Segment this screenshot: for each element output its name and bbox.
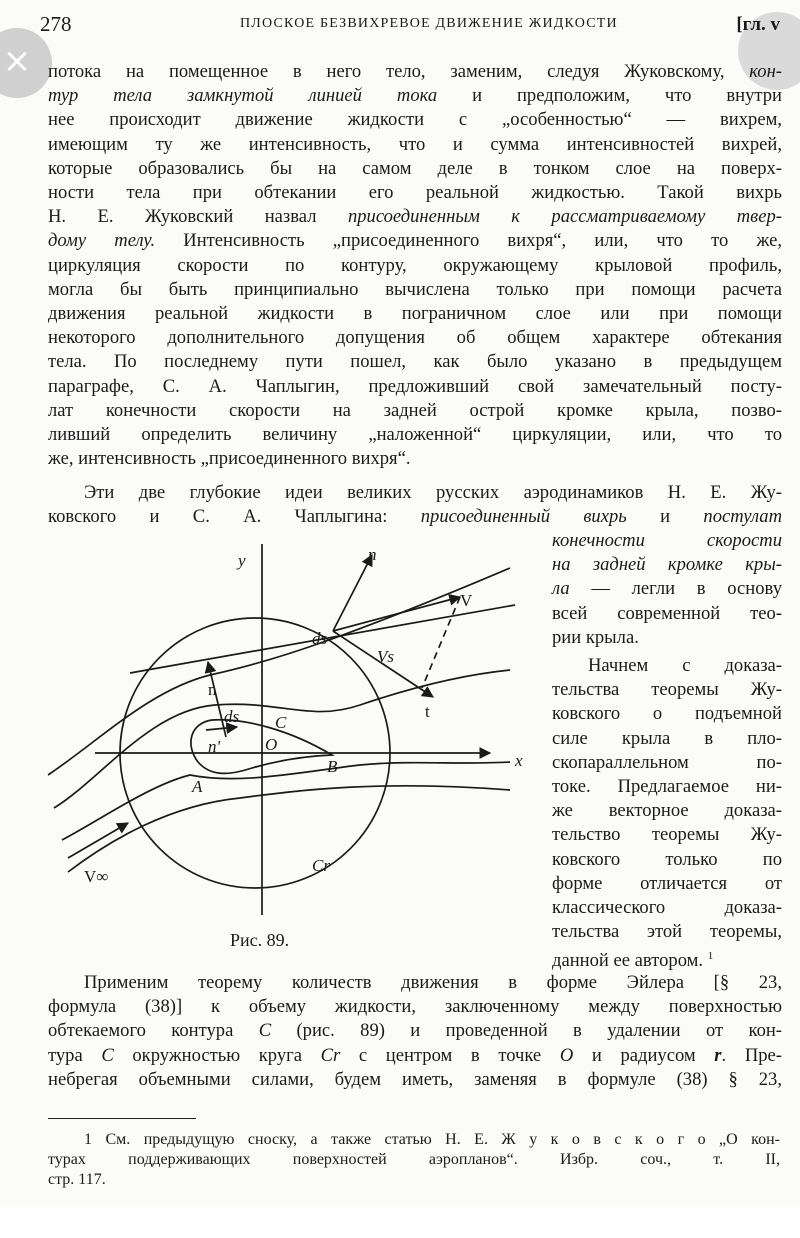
text-line: которые образовались бы на самом деле в тонком слое на поверх- (48, 157, 782, 179)
footnote-mark: 1 (707, 950, 714, 963)
text-line: Начнем с доказа- (588, 655, 782, 676)
text-line: конечности скорости (552, 530, 782, 551)
chapter-marker: [гл. v (736, 14, 780, 35)
label-v: V (460, 591, 473, 610)
text-line: Применим теорему количеств движения в форме Эйлера [§ 23, (84, 972, 782, 993)
label-y: y (238, 551, 246, 570)
text-line: тела. По последнему пути пошел, как было указано в предыдущем (48, 351, 782, 373)
text-line: потока на помещенное в него тело, заменим, следуя Жуковскому, кон- (48, 61, 782, 82)
text-line: ковского о подъемной (552, 703, 782, 725)
text-line: тельства теоремы Жу- (552, 679, 782, 701)
text-line: могла бы быть принципиально вычислена только при помощи расчета (48, 278, 782, 300)
side-column-paragraph (552, 654, 782, 974)
text-line: формула (38)] к объему жидкости, заключенному между поверхностью (48, 996, 782, 1018)
text-line: ла — легли в основу (552, 578, 782, 600)
text-line: лат конечности скорости на задней острой кромке крыла, позво- (48, 399, 782, 421)
figure-caption: Рис. 89. (230, 930, 290, 950)
running-title: ПЛОСКОЕ БЕЗВИХРЕВОЕ ДВИЖЕНИЕ ЖИДКОСТИ (240, 16, 618, 31)
close-icon[interactable]: × (0, 28, 52, 98)
text-line: нее происходит движение жидкости с „особенностью“ — вихрем, (48, 109, 782, 131)
text-line: стр. 117. (48, 1171, 106, 1188)
freestream-arrow (68, 823, 128, 858)
text-line: ности тела при обтекании его реальной жидкостью. Такой вихрь (48, 182, 782, 204)
text-line: рии крыла. (552, 626, 639, 648)
text-line: имеющим ту же интенсивность, что и сумма интенсивностей вихрей, (48, 133, 782, 155)
normal-vector-top (333, 555, 372, 631)
airfoil-flow-diagram (40, 540, 540, 980)
label-ds-left: ds (224, 707, 240, 726)
label-n-top: n (368, 545, 377, 564)
projection-dashed (422, 597, 460, 688)
streamline (48, 568, 510, 775)
label-ds-top: ds (312, 629, 328, 648)
text-line: форме отличается от (552, 872, 782, 894)
text-line: некоторого дополнительного допущения об общем характере обтекания (48, 327, 782, 349)
text-line: ковского и С. А. Чаплыгина: присоединенный вихрь и постулат (48, 506, 783, 528)
label-o: O (265, 735, 278, 754)
running-header (40, 12, 780, 40)
label-n-left: n (208, 680, 217, 699)
label-vinf: V∞ (84, 867, 109, 886)
text-line: токе. Предлагаемое ни- (552, 776, 782, 798)
text-line: же векторное доказа- (552, 800, 782, 822)
label-t: t (425, 702, 430, 721)
page-number: 278 (40, 12, 72, 36)
streamline (54, 670, 510, 808)
text-line: Эти две глубокие идеи великих русских аэродинамиков Н. Е. Жу- (84, 482, 782, 503)
normal-vector-inner (206, 727, 237, 730)
paragraph-3 (48, 971, 782, 1092)
text-line: параграфе, С. А. Чаплыгин, предложивший свой замечательный посту- (48, 375, 782, 397)
text-line: тельство теоремы Жу- (552, 824, 782, 846)
text-line: на задней кромке кры- (552, 554, 782, 576)
footnote (48, 1130, 780, 1190)
footnote-rule (48, 1118, 196, 1119)
text-line: ливший определить величину „наложенной“ циркуляции, или, что то (48, 424, 782, 446)
label-b: B (327, 757, 338, 776)
text-line: ковского только по (552, 848, 782, 870)
text-line: данной ее автором. $^1$ (552, 950, 714, 972)
text-line: движения реальной жидкости в пограничном слое или при помощи (48, 303, 782, 325)
text-line: турах поддерживающих поверхностей аэропланов“. Избр. соч., т. II, (48, 1151, 780, 1168)
text-line: циркуляция скорости по контуру, окружающему крыловой профиль, (48, 254, 782, 276)
bottom-bar (0, 1206, 800, 1238)
text-line: скопараллельном по- (552, 751, 782, 773)
text-line: силе крыла в пло- (552, 727, 782, 749)
text-line: обтекаемого контура C (рис. 89) и проведенной в удалении от кон- (48, 1020, 783, 1042)
side-column-text (552, 529, 782, 650)
text-line: 1 См. предыдущую сноску, а также статью Н. Е. Ж у к о в с к о г о „О кон- (84, 1131, 780, 1148)
label-cr: Cr (312, 856, 330, 875)
figure-89 (40, 540, 540, 980)
text-line: дому телу. Интенсивность „присоединенного вихря“, или, что то же, (48, 230, 782, 252)
label-vs: Vs (377, 647, 394, 666)
text-line: тельства этой теоремы, (552, 921, 782, 943)
paragraph-2 (48, 481, 782, 529)
text-line: тур тела замкнутой линией тока и предположим, что внутри (48, 85, 782, 107)
text-line: небрегая объемными силами, будем иметь, заменяя в формуле (38) § 23, (48, 1068, 782, 1090)
label-x: x (515, 751, 523, 770)
text-line: же, интенсивность „присоединенного вихря“. (48, 448, 411, 470)
label-a: A (192, 777, 203, 796)
text-line: классического доказа- (552, 897, 782, 919)
label-n-prime: n' (208, 737, 221, 756)
streamline (62, 762, 510, 840)
label-c: C (275, 713, 287, 732)
text-line: всей современной тео- (552, 602, 782, 624)
text-line: тура C окружностью круга Cr с центром в точке O и радиусом r. Пре- (48, 1044, 782, 1066)
paragraph-1 (48, 60, 782, 471)
text-line: Н. Е. Жуковский назвал присоединенным к рассматриваемому твер- (48, 206, 782, 228)
